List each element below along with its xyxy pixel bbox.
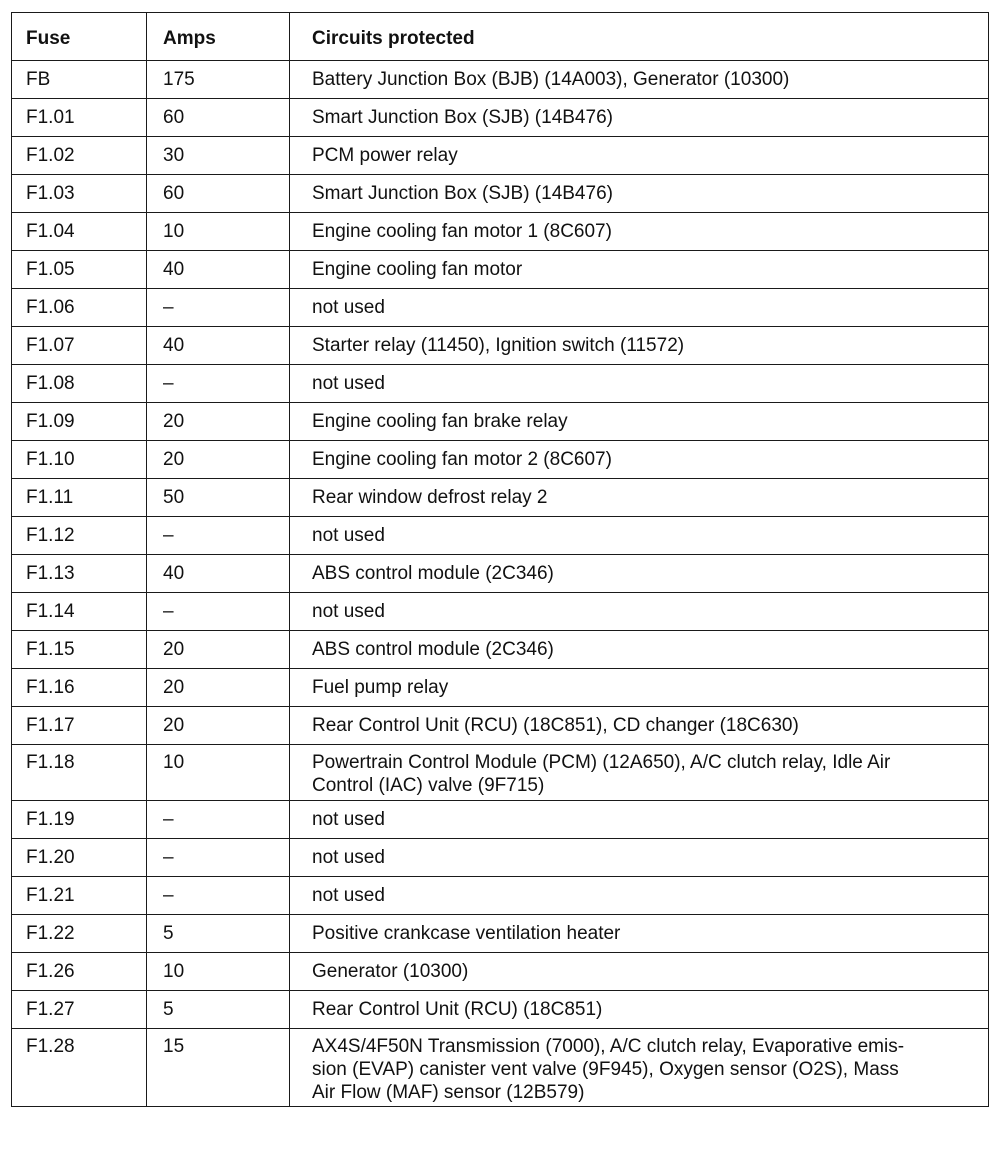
fuse-id-cell: F1.04 [12,213,147,251]
table-header-row [12,13,989,61]
amps-cell: 40 [147,327,290,365]
circuits-text: Engine cooling fan brake relay [312,411,568,432]
circuits-text: Engine cooling fan motor 2 (8C607) [312,449,612,470]
circuits-text: not used [312,525,385,546]
table-row [12,99,989,137]
table-row [12,953,989,991]
amps-cell: 15 [147,1029,290,1107]
circuits-cell [290,365,989,403]
fuse-id-cell: F1.15 [12,631,147,669]
circuits-cell [290,593,989,631]
fuse-id-cell: F1.19 [12,801,147,839]
header-circuits: Circuits protected [290,13,989,61]
circuits-text: Engine cooling fan motor 1 (8C607) [312,221,612,242]
table-row [12,289,989,327]
amps-cell: – [147,877,290,915]
amps-cell: 60 [147,175,290,213]
table-row [12,403,989,441]
circuits-cell [290,403,989,441]
fuse-id-cell: F1.21 [12,877,147,915]
table-row [12,593,989,631]
amps-cell: – [147,801,290,839]
circuits-text: Rear window defrost relay 2 [312,487,548,508]
table-row [12,877,989,915]
circuits-text: Smart Junction Box (SJB) (14B476) [312,107,613,128]
circuits-cell [290,1029,989,1107]
circuits-cell [290,175,989,213]
circuits-cell [290,327,989,365]
fuse-id-cell: FB [12,61,147,99]
fuse-id-cell: F1.22 [12,915,147,953]
circuits-cell [290,707,989,745]
amps-cell: 175 [147,61,290,99]
table-row [12,251,989,289]
fuse-id-cell: F1.07 [12,327,147,365]
fuse-id-cell: F1.20 [12,839,147,877]
circuits-text: Battery Junction Box (BJB) (14A003), Generator (10300) [312,69,790,90]
circuits-text: AX4S/4F50N Transmission (7000), A/C clutch relay, Evaporative emis- sion (EVAP) canister vent valve (9F945), Oxygen sensor (O2S), Mass Air Flow (MAF) sensor (12B579) [312,1036,905,1103]
circuits-text: Fuel pump relay [312,677,449,698]
circuits-text: Powertrain Control Module (PCM) (12A650), A/C clutch relay, Idle Air Control (IAC) valve (9F715) [312,752,891,796]
table-row [12,707,989,745]
fuse-id-cell: F1.05 [12,251,147,289]
amps-cell: 30 [147,137,290,175]
circuits-text: Engine cooling fan motor [312,259,523,280]
table-row [12,801,989,839]
circuits-cell [290,991,989,1029]
fuse-id-cell: F1.27 [12,991,147,1029]
circuits-cell [290,251,989,289]
amps-cell: 40 [147,251,290,289]
circuits-cell [290,915,989,953]
fuse-id-cell: F1.01 [12,99,147,137]
fuse-id-cell: F1.08 [12,365,147,403]
fuse-id-cell: F1.16 [12,669,147,707]
circuits-cell [290,631,989,669]
fuse-id-cell: F1.09 [12,403,147,441]
table-row [12,555,989,593]
circuits-text: Smart Junction Box (SJB) (14B476) [312,183,613,204]
circuits-cell [290,137,989,175]
circuits-cell [290,801,989,839]
table-row [12,441,989,479]
circuits-text: not used [312,847,385,868]
fuse-id-cell: F1.18 [12,745,147,801]
circuits-cell [290,289,989,327]
amps-cell: 10 [147,213,290,251]
table-row [12,61,989,99]
table-row [12,137,989,175]
circuits-cell [290,745,989,801]
circuits-cell [290,213,989,251]
table-row [12,327,989,365]
fuse-id-cell: F1.26 [12,953,147,991]
circuits-cell [290,555,989,593]
fuse-id-cell: F1.11 [12,479,147,517]
amps-cell: 10 [147,953,290,991]
amps-cell: 5 [147,991,290,1029]
amps-cell: 10 [147,745,290,801]
circuits-text: Starter relay (11450), Ignition switch (11572) [312,335,685,356]
table-row [12,839,989,877]
table-row [12,631,989,669]
circuits-text: not used [312,885,385,906]
table-row [12,365,989,403]
amps-cell: 20 [147,403,290,441]
header-amps: Amps [147,13,290,61]
table-row [12,915,989,953]
amps-cell: 20 [147,631,290,669]
circuits-cell [290,517,989,555]
fuse-id-cell: F1.13 [12,555,147,593]
table-row [12,745,989,801]
table-row [12,991,989,1029]
amps-cell: 50 [147,479,290,517]
circuits-text: Positive crankcase ventilation heater [312,923,621,944]
circuits-text: not used [312,373,385,394]
fuse-id-cell: F1.03 [12,175,147,213]
amps-cell: 20 [147,707,290,745]
circuits-text: not used [312,601,385,622]
amps-cell: – [147,365,290,403]
fuse-id-cell: F1.06 [12,289,147,327]
table-body [12,61,989,1107]
amps-cell: – [147,289,290,327]
table-row [12,213,989,251]
circuits-text: not used [312,809,385,830]
circuits-cell [290,953,989,991]
amps-cell: – [147,593,290,631]
fuse-id-cell: F1.10 [12,441,147,479]
table-row [12,1029,989,1107]
circuits-text: PCM power relay [312,145,458,166]
circuits-cell [290,669,989,707]
circuits-text: not used [312,297,385,318]
amps-cell: – [147,517,290,555]
circuits-text: Rear Control Unit (RCU) (18C851), CD changer (18C630) [312,715,799,736]
circuits-text: ABS control module (2C346) [312,563,554,584]
table-row [12,669,989,707]
fuse-id-cell: F1.12 [12,517,147,555]
amps-cell: 5 [147,915,290,953]
fuse-id-cell: F1.17 [12,707,147,745]
table-row [12,517,989,555]
circuits-cell [290,839,989,877]
fuse-id-cell: F1.02 [12,137,147,175]
circuits-cell [290,877,989,915]
fuse-table [11,12,989,1107]
amps-cell: 20 [147,441,290,479]
circuits-text: Generator (10300) [312,961,469,982]
table-row [12,479,989,517]
circuits-text: ABS control module (2C346) [312,639,554,660]
circuits-cell [290,441,989,479]
circuits-text: Rear Control Unit (RCU) (18C851) [312,999,603,1020]
fuse-id-cell: F1.28 [12,1029,147,1107]
header-fuse: Fuse [12,13,147,61]
amps-cell: 40 [147,555,290,593]
table-row [12,175,989,213]
amps-cell: 60 [147,99,290,137]
circuits-cell [290,99,989,137]
circuits-cell [290,479,989,517]
circuits-cell [290,61,989,99]
amps-cell: 20 [147,669,290,707]
fuse-id-cell: F1.14 [12,593,147,631]
amps-cell: – [147,839,290,877]
